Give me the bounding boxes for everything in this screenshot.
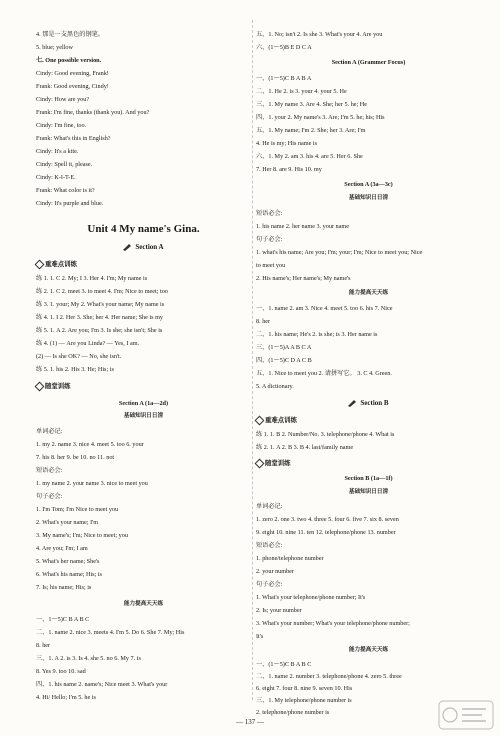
answer-line: 三、(1～5)A A B C A [256, 344, 312, 351]
class-practice-label: 随堂训练 [265, 459, 291, 467]
section-heading: Section A (Grammer Focus) [331, 59, 406, 66]
answer-line: 2. His name's; Her name's; My name's [256, 275, 351, 282]
answer-line: Cindy: Good evening, Frank! [36, 70, 109, 77]
answer-line: Cindy: It's a kite. [36, 148, 79, 155]
answer-line: Cindy: It's purple and blue. [36, 200, 104, 207]
page-number: — 137 — [236, 718, 264, 726]
answer-line: 3. What's your number; What's your telephone/phone number; [256, 620, 410, 627]
answer-line: 1. what's his name; Are you; I'm; your; I'm; Nice to meet you; Nice [256, 249, 423, 256]
label-line: 短语必会: [256, 542, 283, 549]
answer-line: 五、1. No; isn't 2. Is she 3. What's your 4. Are you [256, 31, 383, 38]
answer-line: 1. phone/telephone number [256, 555, 324, 562]
section-a-label: Section A [135, 243, 164, 252]
answer-line: 7. his 8. her 9. be 10. no 11. not [36, 454, 115, 461]
answer-line: 6. What's his name; His; is [36, 571, 102, 578]
label-line: 句子必会: [36, 493, 63, 500]
section-heading: Section B (1a—1f) [344, 475, 393, 482]
pen-icon [348, 400, 357, 407]
answer-line: 2. your number [256, 568, 294, 575]
answer-line: 二、1. name 2. nice 3. meets 4. I'm 5. Do 6. She 7. My; His [36, 629, 185, 636]
answer-line: 一、(1～5)C B A B C [256, 661, 312, 668]
answer-line: 四、1. his name 2. name's; Nice meet 3. What's your [36, 681, 168, 688]
answer-line: 练 5. 1. A 2. Are you; I'm 3. Is she; she isn't; She is [36, 327, 163, 334]
answer-line: 1. my name 2. your name 3. nice to meet you [36, 480, 148, 487]
answer-line: Frank: What's this in English? [36, 135, 111, 142]
key-points-heading [36, 261, 77, 268]
answer-line: 5. blue; yellow [36, 44, 73, 51]
label-line: 单词必记: [36, 428, 63, 435]
answer-line: 一、1～5)C B A B C [36, 616, 90, 623]
answer-line: 4. He is my; His name is [256, 140, 318, 147]
answer-line: Frank: What color is it? [36, 187, 95, 194]
subsection-heading: 能力提高天天练 [348, 647, 389, 653]
key-points-label: 重难点训练 [45, 260, 77, 268]
answer-line: 一、1. name 2. am 3. Nice 4. meet 5. too 6. his 7. Nice [256, 305, 393, 312]
answer-line: 一、(1～5)C B A B A [256, 75, 312, 82]
answer-line: 四、1. your 2. My name's 3. Are; I'm 5. he; his; His [256, 114, 385, 121]
answer-line: 四、(1～5)C D A C B [256, 357, 312, 364]
answer-line: 三、1. My name 3. Are 4. She; her 5. he; He [256, 101, 368, 108]
subsection-heading: 基础知识日日清 [348, 489, 389, 495]
answer-line: 七. One possible version. [36, 57, 102, 64]
watermark-logo-icon [438, 700, 494, 730]
answer-line: 五、1. Nice to meet you 2. 请拼写它。 3. C 4. Green. [256, 370, 392, 377]
answer-line: 3. My name's; I'm; Nice to meet; you [36, 532, 128, 539]
diamond-icon [35, 382, 45, 392]
column-divider [252, 20, 253, 700]
label-line: 句子必会: [256, 236, 283, 243]
answer-line: 二、1. He 2. is 3. your 4. your 5. He [256, 88, 347, 95]
subsection-heading: 能力提高天天练 [348, 290, 389, 296]
answer-line: 二、1. his name; He's 2. is she; is 3. Her name is [256, 331, 378, 338]
key-points-label: 重难点训练 [265, 416, 297, 424]
answer-line: 5. What's her name; She's [36, 558, 100, 565]
pen-icon [123, 244, 132, 251]
answer-line: 8. her [256, 318, 271, 325]
diamond-icon [35, 260, 45, 270]
unit-title: Unit 4 My name's Gina. [87, 223, 200, 235]
answer-line: 4. Are you; I'm; I am [36, 545, 88, 552]
answer-line: Cindy: How are you? [36, 96, 90, 103]
answer-line: Frank: I'm fine, thanks (thank you). And you? [36, 109, 150, 116]
answer-line: 4. Hi/ Hello; I'm 5. he is [36, 694, 96, 701]
answer-line: 五、1. My name; I'm 2. She; her 3. Are; I'm [256, 127, 366, 134]
label-line: 短语必会: [36, 467, 63, 474]
answer-line: 练 4. 1. I 2. Her 3. She; her 4. Her name; She is my [36, 314, 163, 321]
answer-line: 1. I'm Tom; I'm Nice to meet you [36, 506, 119, 513]
answer-line: 8. her [36, 642, 51, 649]
answer-line: Cindy: I'm fine, too. [36, 122, 87, 129]
answer-line: 4. 那是一支黑色的钢笔。 [36, 31, 105, 38]
answer-line: 三、1. My telephone/phone number is [256, 697, 352, 704]
class-practice-heading [256, 460, 291, 467]
answer-line: 2. Is; your number [256, 607, 302, 614]
answer-line: 二、1. name 2. number 3. telephone/phone 4. zero 5. three [256, 673, 402, 680]
class-practice-label: 随堂训练 [45, 382, 71, 390]
answer-line: 8. Yes 9. too 10. sad [36, 668, 86, 675]
answer-line: 1. my 2. name 3. nice 4. meet 5. too 6. your [36, 441, 144, 448]
section-heading: Section A (3a—3c) [344, 181, 393, 188]
answer-line: 2. What's your name; I'm [36, 519, 99, 526]
answer-line: It's [256, 633, 264, 640]
answer-line: 1. What's your telephone/phone number; It's [256, 594, 366, 601]
label-line: 短语必会: [256, 210, 283, 217]
answer-line: Cindy: K-I-T-E. [36, 174, 76, 181]
answer-line: 练 2. 1. A 2. B 3. B 4. last/family name [256, 444, 354, 451]
answer-line: Cindy: Spell it, please. [36, 161, 93, 168]
answer-line: 三、1. A 2. is 3. Is 4. she 5. no 6. My 7. is [36, 655, 141, 662]
answer-line: 7. Is; his name; His; is [36, 584, 92, 591]
section-heading [36, 244, 251, 251]
answer-line: 六、1. My 2. am 3. his 4. are 5. Her 6. She [256, 153, 363, 160]
answer-line: 9. eight 10. nine 11. ten 12. telephone/phone 13. number [256, 529, 396, 536]
subsection-heading: 基础知识日日清 [123, 413, 164, 419]
answer-line: 2. telephone/phone number is [256, 709, 330, 716]
answer-line: 1. his name 2. her name 3. your name [256, 223, 349, 230]
answer-line: 练 4. (1) — Are you Linda? — Yes, I am. [36, 340, 140, 347]
answer-line: 1. zero 2. one 3. two 4. three 5. four 6. five 7. six 8. seven [256, 516, 399, 523]
key-points-heading [256, 417, 297, 424]
answer-line: 六、(1～5)B E D C A [256, 44, 312, 51]
answer-line: 7. Her 8. are 9. His 10. my [256, 166, 322, 173]
answer-line: to meet you [256, 262, 286, 269]
label-line: 单词必记: [256, 503, 283, 510]
section-heading: Section A (1a—2d) [118, 400, 169, 407]
subsection-heading: 基础知识日日清 [348, 195, 389, 201]
answer-line: Frank: Good evening, Cindy! [36, 83, 109, 90]
label-line: 句子必会: [256, 581, 283, 588]
class-practice-heading [36, 383, 71, 390]
subsection-heading: 能力提高天天练 [123, 601, 164, 607]
answer-line: 练 1. 1. C 2. My; I 3. Her 4. I'm; My name is [36, 275, 148, 282]
diamond-icon [255, 459, 265, 469]
answer-line: 练 3. 1. your; My 2. What's your name; My name is [36, 301, 165, 308]
answer-line: 练 1. 1. B 2. Number/No. 3. telephone/phone 4. What is [256, 431, 395, 438]
answer-line: 5. A dictionary. [256, 383, 294, 390]
diamond-icon [255, 416, 265, 426]
section-b-label: Section B [360, 399, 389, 408]
section-heading [256, 400, 481, 407]
answer-line: (2) — Is she OK? — No, she isn't. [36, 353, 122, 360]
answer-line: 6. eight 7. four 8. nine 9. seven 10. His [256, 685, 353, 692]
answer-line: 练 2. 1. C 2. meet 3. to meet 4. I'm; Nice to meet; too [36, 288, 168, 295]
answer-line: 练 5. 1. his 2. His 3. He; His; is [36, 366, 114, 373]
